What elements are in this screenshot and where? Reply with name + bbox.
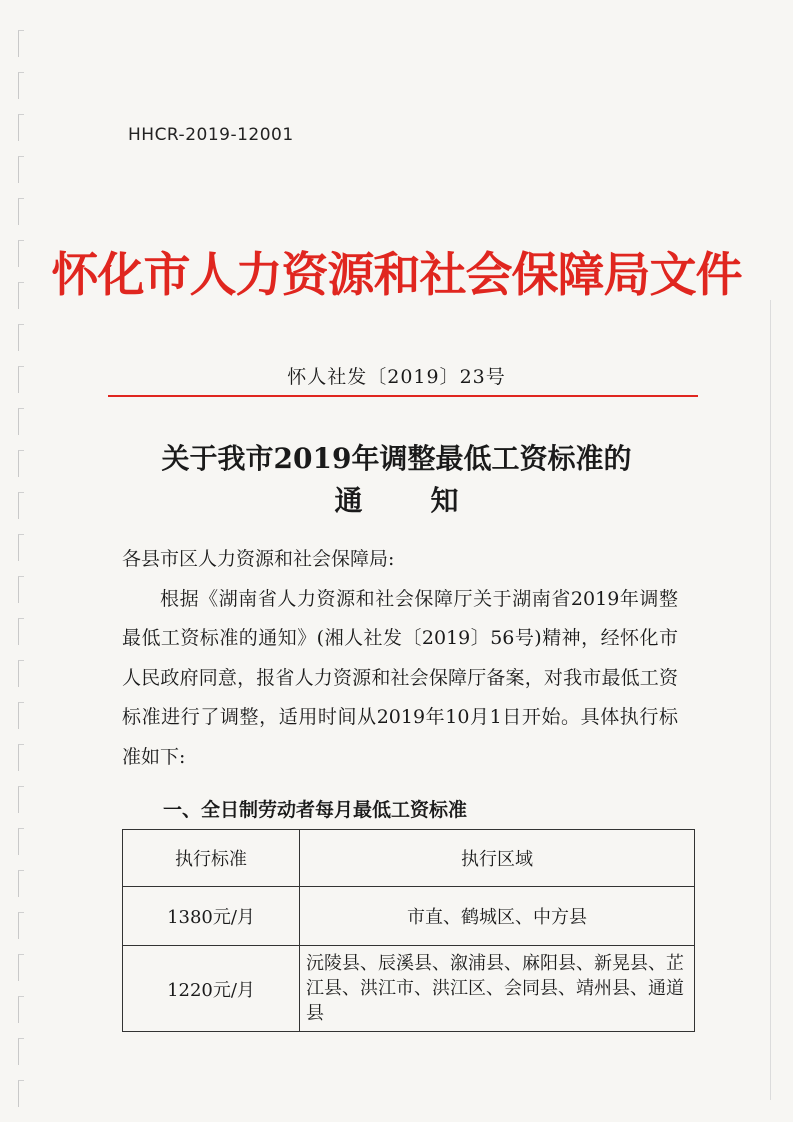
table-cell-region: 市直、鹤城区、中方县 — [300, 887, 695, 946]
notice-body — [122, 540, 678, 777]
binding-marks — [18, 30, 38, 1110]
table-header-region: 执行区域 — [300, 830, 695, 887]
notice-title-line-2: 通知 — [334, 484, 527, 517]
body-paragraph: 根据《湖南省人力资源和社会保障厅关于湖南省2019年调整最低工资标准的通知》(湘人社发〔2019〕56号)精神，经怀化市人民政府同意，报省人力资源和社会保障厅备案，对我市最低工资标准进行了调整，适用时间从2019年10月1日开始。具体执行标准如下: — [122, 587, 678, 768]
notice-title-line-1: 关于我市2019年调整最低工资标准的 — [161, 442, 632, 475]
minimum-wage-table — [122, 829, 695, 1032]
red-separator-line — [108, 395, 698, 397]
document-code: HHCR-2019-12001 — [128, 125, 294, 145]
table-header-row — [123, 830, 695, 887]
document-number: 怀人社发〔2019〕23号 — [287, 366, 506, 388]
section-heading: 一、全日制劳动者每月最低工资标准 — [163, 799, 468, 821]
page-edge-shadow — [770, 300, 771, 1100]
table-row — [123, 946, 695, 1032]
issuing-organization-title: 怀化市人力资源和社会保障局文件 — [51, 248, 742, 303]
table-cell-standard: 1380元/月 — [123, 887, 300, 946]
table-cell-standard: 1220元/月 — [123, 946, 300, 1032]
table-cell-region: 沅陵县、辰溪县、溆浦县、麻阳县、新晃县、芷江县、洪江市、洪江区、会同县、靖州县、通道县 — [300, 946, 695, 1032]
salutation: 各县市区人力资源和社会保障局: — [122, 548, 395, 570]
table-row — [123, 887, 695, 946]
notice-title — [0, 438, 793, 522]
table-header-standard: 执行标准 — [123, 830, 300, 887]
